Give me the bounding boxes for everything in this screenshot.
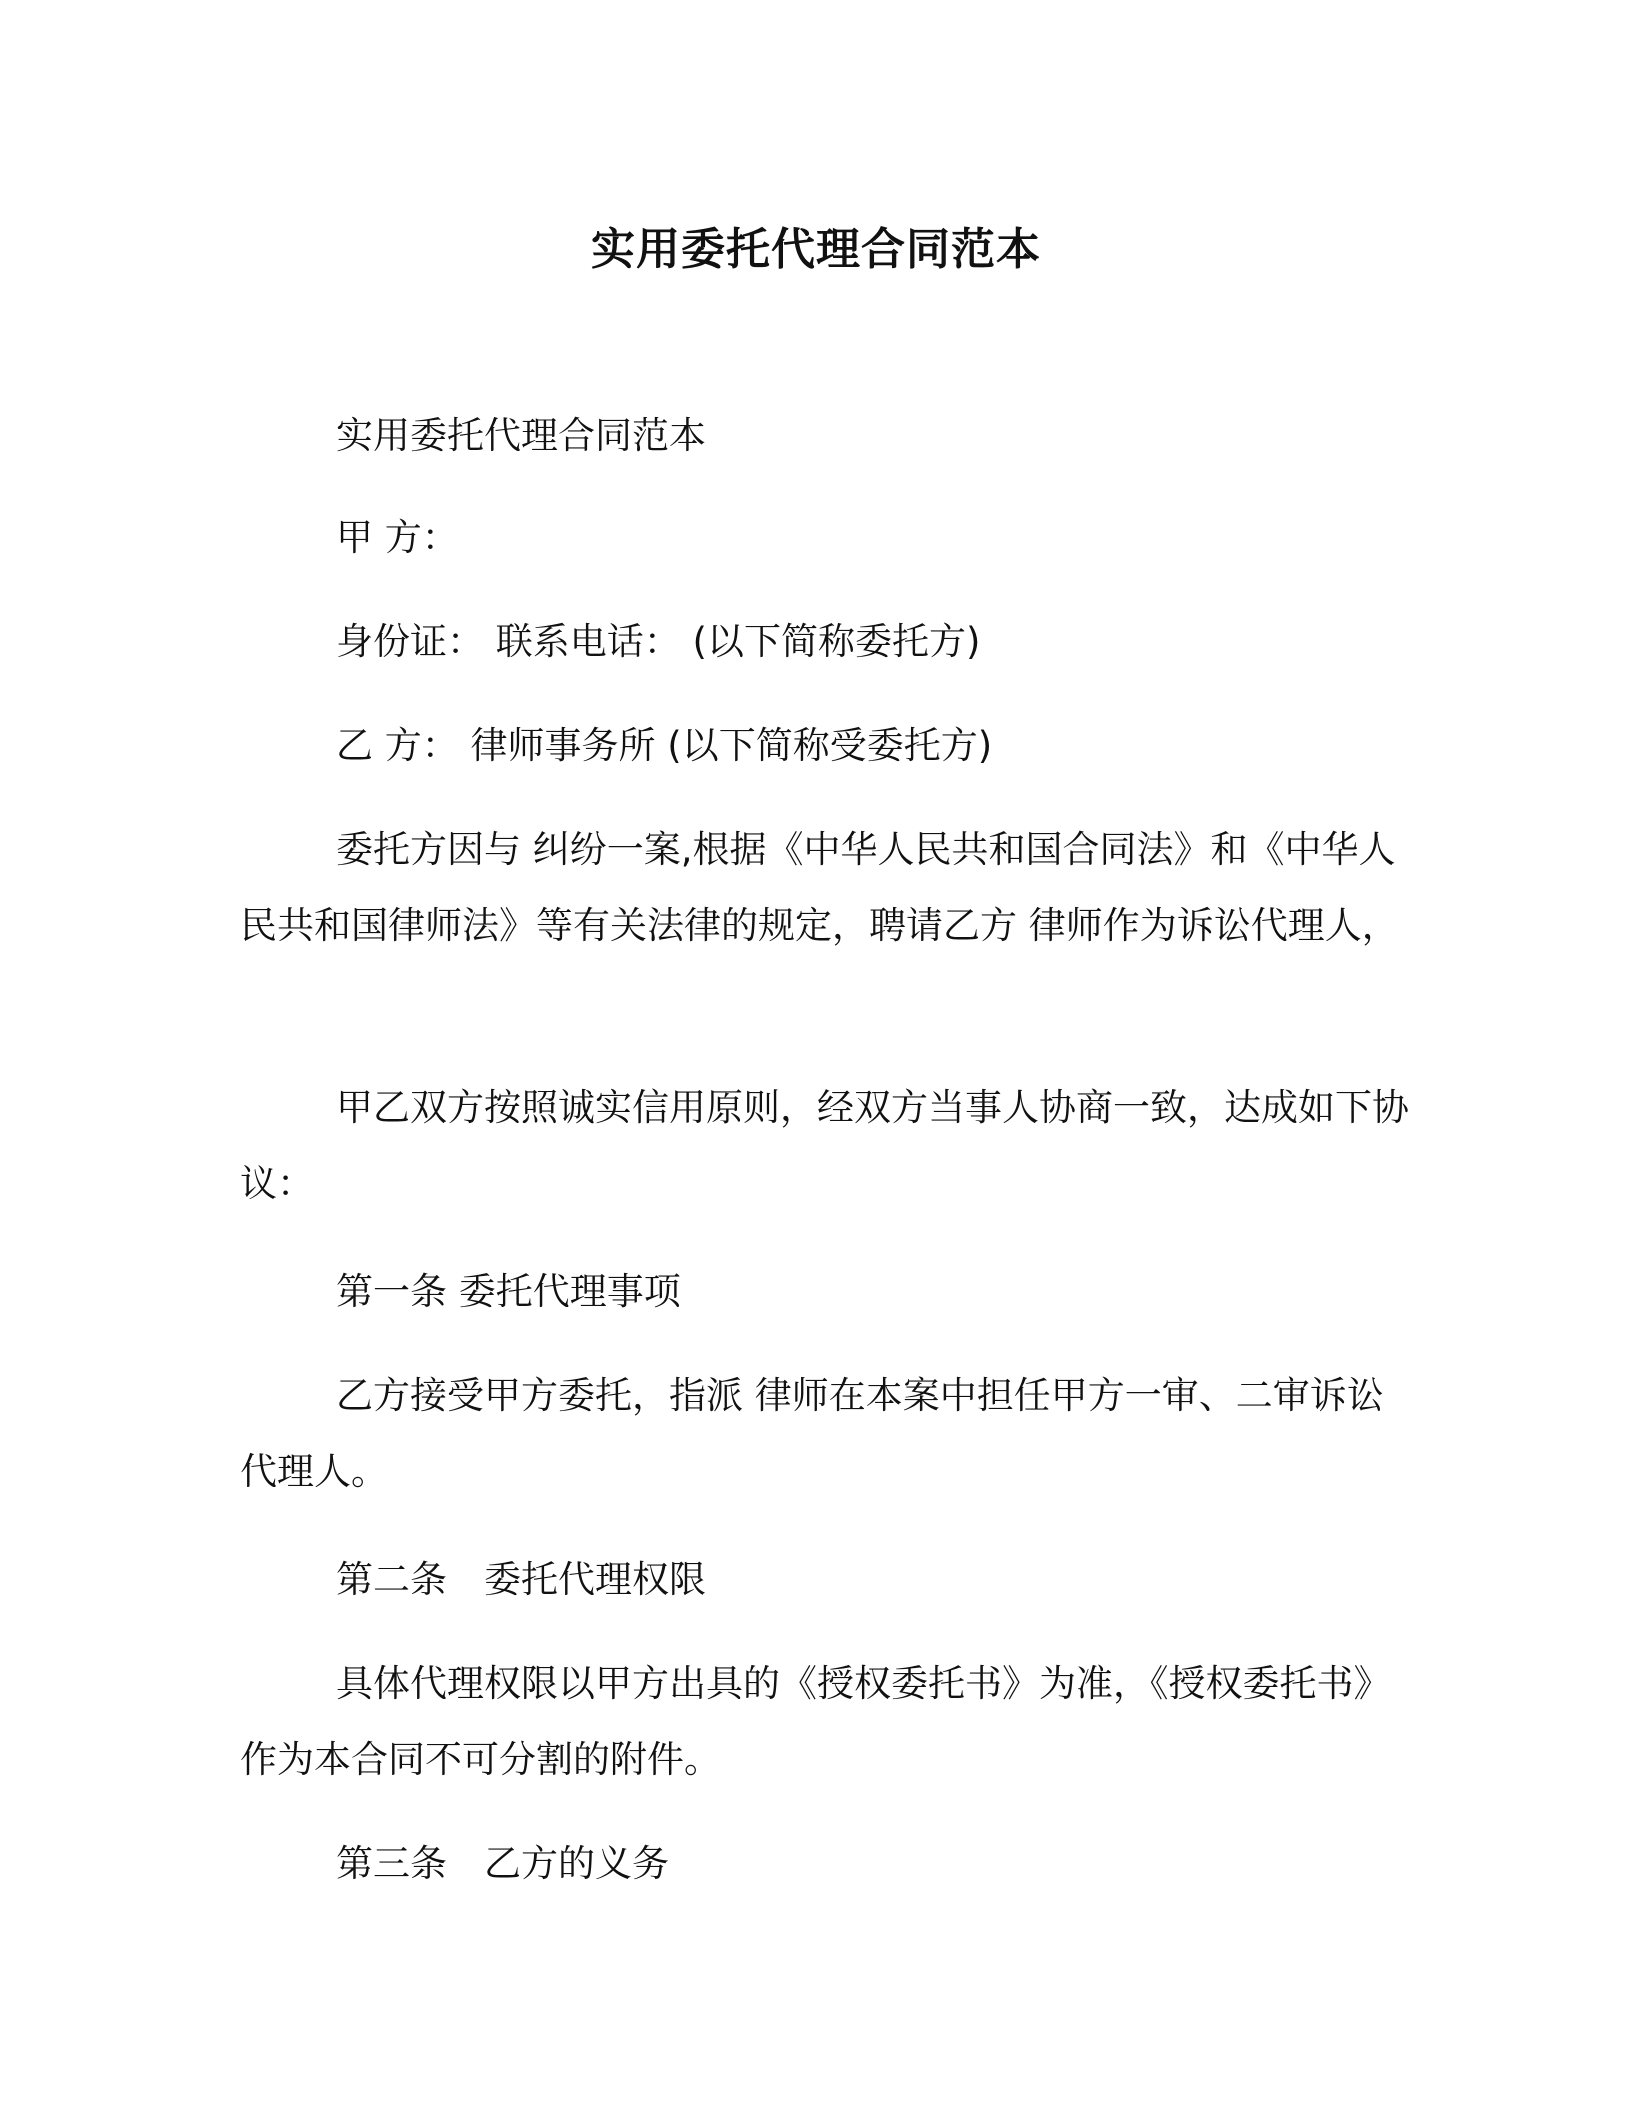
paragraph-party-b: 乙 方： 律师事务所 (以下简称受委托方) — [336, 724, 993, 767]
article-1-heading: 第一条 委托代理事项 — [336, 1270, 681, 1313]
article-1-text: 乙方接受甲方委托，指派 律师在本案中担任甲方一审、二审诉讼代理人。 — [240, 1374, 1384, 1493]
paragraph-agreement: 甲乙双方按照诚实信用原则，经双方当事人协商一致，达成如下协议： — [240, 1086, 1409, 1205]
paragraph-heading: 实用委托代理合同范本 — [336, 414, 706, 457]
paragraph-party-a: 甲 方： — [336, 516, 459, 559]
document-title: 实用委托代理合同范本 — [591, 224, 1041, 275]
article-2-heading: 第二条 委托代理权限 — [336, 1558, 706, 1601]
paragraph-dispute: 委托方因与 纠纷一案,根据《中华人民共和国合同法》和《中华人民共和国律师法》等有关法律的规定，聘请乙方 律师作为诉讼代理人， — [240, 828, 1399, 947]
paragraph-id-phone: 身份证： 联系电话： (以下简称委托方) — [336, 620, 981, 663]
article-2-text: 具体代理权限以甲方出具的《授权委托书》为准，《授权委托书》作为本合同不可分割的附件。 — [240, 1662, 1391, 1781]
article-3-heading: 第三条 乙方的义务 — [336, 1842, 669, 1885]
